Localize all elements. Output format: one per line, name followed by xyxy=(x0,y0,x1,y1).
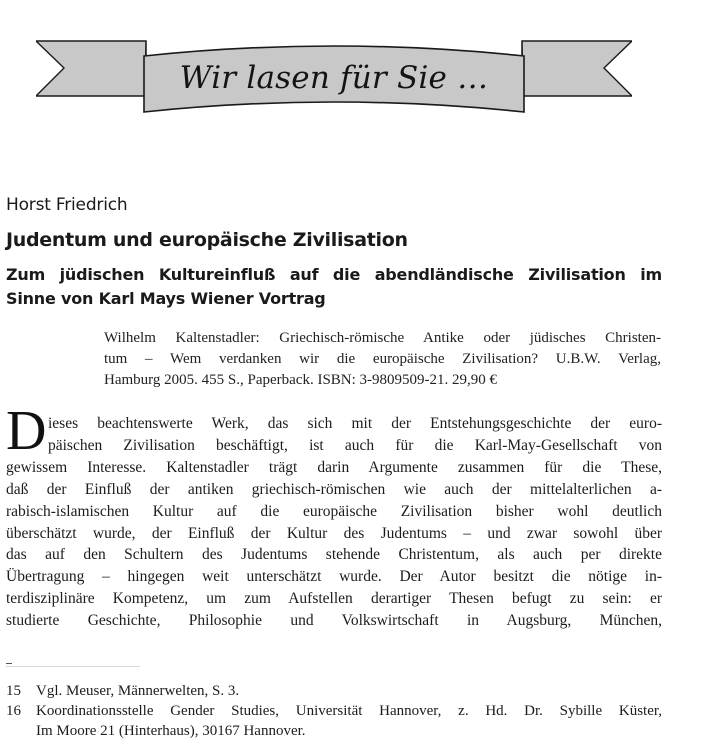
banner-title: Wir lasen für Sie … xyxy=(179,60,489,96)
body-line: überschätzt wurde, der Einfluß der Kultur des Judentums – und zwar sowohl über xyxy=(6,524,662,542)
body-line: daß der Einfluß der antiken griechisch-römischen wie auch der mittelalterlichen a- xyxy=(6,480,662,498)
body-line: gewissem Interesse. Kaltenstadler trägt darin Argumente zusammen für die These, xyxy=(6,458,662,476)
body-line: terdisziplinäre Kompetenz, um zum Aufstellen derartiger Thesen befugt zu sein: er xyxy=(6,590,662,608)
body-line: päischen Zivilisation beschäftigt, ist auch für die Karl-May-Gesellschaft von xyxy=(48,436,662,454)
subtitle-line: Sinne von Karl Mays Wiener Vortrag xyxy=(6,289,326,308)
body-line: das auf den Schultern des Judentums stehende Christentum, als auch per direkte xyxy=(6,546,662,564)
book-reference xyxy=(104,328,661,391)
footnote-separator xyxy=(6,666,140,667)
banner-left-tail xyxy=(36,41,146,96)
banner-right-tail xyxy=(522,41,632,96)
footnote-15 xyxy=(6,681,662,701)
body-line: studierte Geschichte, Philosophie und Volkswirtschaft in Augsburg, München, xyxy=(6,612,662,630)
article-body xyxy=(6,413,662,632)
footnote-number: 15 xyxy=(6,683,21,699)
bookref-line: Hamburg 2005. 455 S., Paperback. ISBN: 3-9809509-21. 29,90 € xyxy=(104,372,498,388)
body-line: Übertragung – hingegen weit unterschätzt wurde. Der Autor besitzt die nötige in- xyxy=(6,568,662,586)
footnote-rule-tick xyxy=(6,663,12,664)
bookref-line: tum – Wem verdanken wir die europäische Zivilisation? U.B.W. Verlag, xyxy=(104,351,661,367)
article-subtitle xyxy=(6,263,662,311)
body-line: ieses beachtenswerte Werk, das sich mit der Entstehungsgeschichte der euro- xyxy=(48,415,662,432)
drop-cap: D xyxy=(6,400,47,462)
article-author: Horst Friedrich xyxy=(6,195,128,215)
footnote-16 xyxy=(6,701,662,741)
footnote-text: Vgl. Meuser, Männerwelten, S. 3. xyxy=(36,683,240,699)
body-line: rabisch-islamischen Kultur auf die europäische Zivilisation bisher wohl deutlich xyxy=(6,502,662,520)
bookref-line: Wilhelm Kaltenstadler: Griechisch-römische Antike oder jüdisches Christen- xyxy=(104,330,661,346)
footnote-text: Koordinationsstelle Gender Studies, Universität Hannover, z. Hd. Dr. Sybille Küster, xyxy=(36,703,662,719)
footnote-number: 16 xyxy=(6,703,21,719)
footnote-text: Im Moore 21 (Hinterhaus), 30167 Hannover. xyxy=(36,723,306,739)
subtitle-line: Zum jüdischen Kultureinfluß auf die abendländische Zivilisation im xyxy=(6,265,662,284)
footnotes xyxy=(6,681,662,741)
article-title: Judentum und europäische Zivilisation xyxy=(6,229,408,251)
